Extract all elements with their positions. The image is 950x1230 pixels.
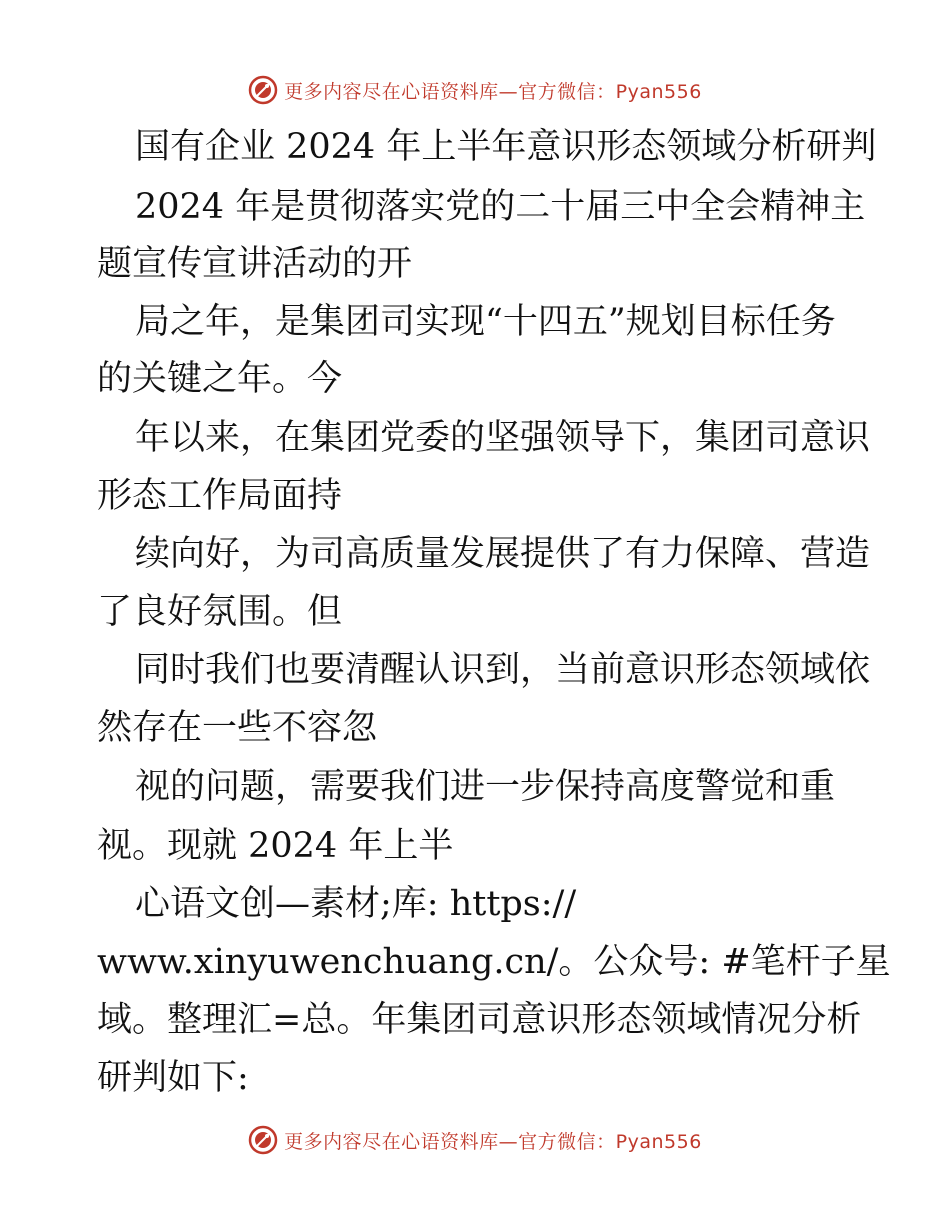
paragraph-line: 心语文创—素材;库: https:// (135, 884, 577, 924)
watermark-text: 更多内容尽在心语资料库—官方微信：Pyan556 (284, 80, 702, 103)
document-title: 国有企业 2024 年上半年意识形态领域分析研判 (135, 127, 877, 167)
paragraph-line: 视。现就 2024 年上半 (97, 826, 454, 866)
paragraph-line: 然存在一些不容忽 (97, 708, 378, 748)
paragraph-line: 形态工作局面持 (97, 476, 343, 516)
paragraph-line: 题宣传宣讲活动的开 (97, 244, 413, 284)
paragraph-line: 同时我们也要清醒认识到，当前意识形态领域依 (135, 650, 871, 690)
paragraph-line: 续向好，为司高质量发展提供了有力保障、营造 (135, 534, 871, 574)
paragraph-line: 局之年，是集团司实现“十四五”规划目标任务 (135, 302, 836, 342)
paragraph-line: 了良好氛围。但 (97, 592, 343, 632)
paragraph-line: www.xinyuwenchuang.cn/。公众号: #笔杆子星 (97, 942, 891, 982)
paragraph-line: 年以来，在集团党委的坚强领导下，集团司意识 (135, 418, 871, 458)
paragraph-line: 研判如下: (97, 1058, 249, 1098)
paragraph-line: 的关键之年。今 (97, 359, 343, 399)
paragraph-line: 域。整理汇=总。年集团司意识形态领域情况分析 (97, 1000, 862, 1040)
footer-watermark-banner (0, 1120, 950, 1160)
paragraph-line: 视的问题，需要我们进一步保持高度警觉和重 (135, 767, 836, 807)
watermark-text: 更多内容尽在心语资料库—官方微信：Pyan556 (284, 1130, 702, 1153)
paragraph-line: 2024 年是贯彻落实党的二十届三中全会精神主 (135, 187, 866, 227)
pen-nib-logo-icon (248, 1125, 278, 1155)
